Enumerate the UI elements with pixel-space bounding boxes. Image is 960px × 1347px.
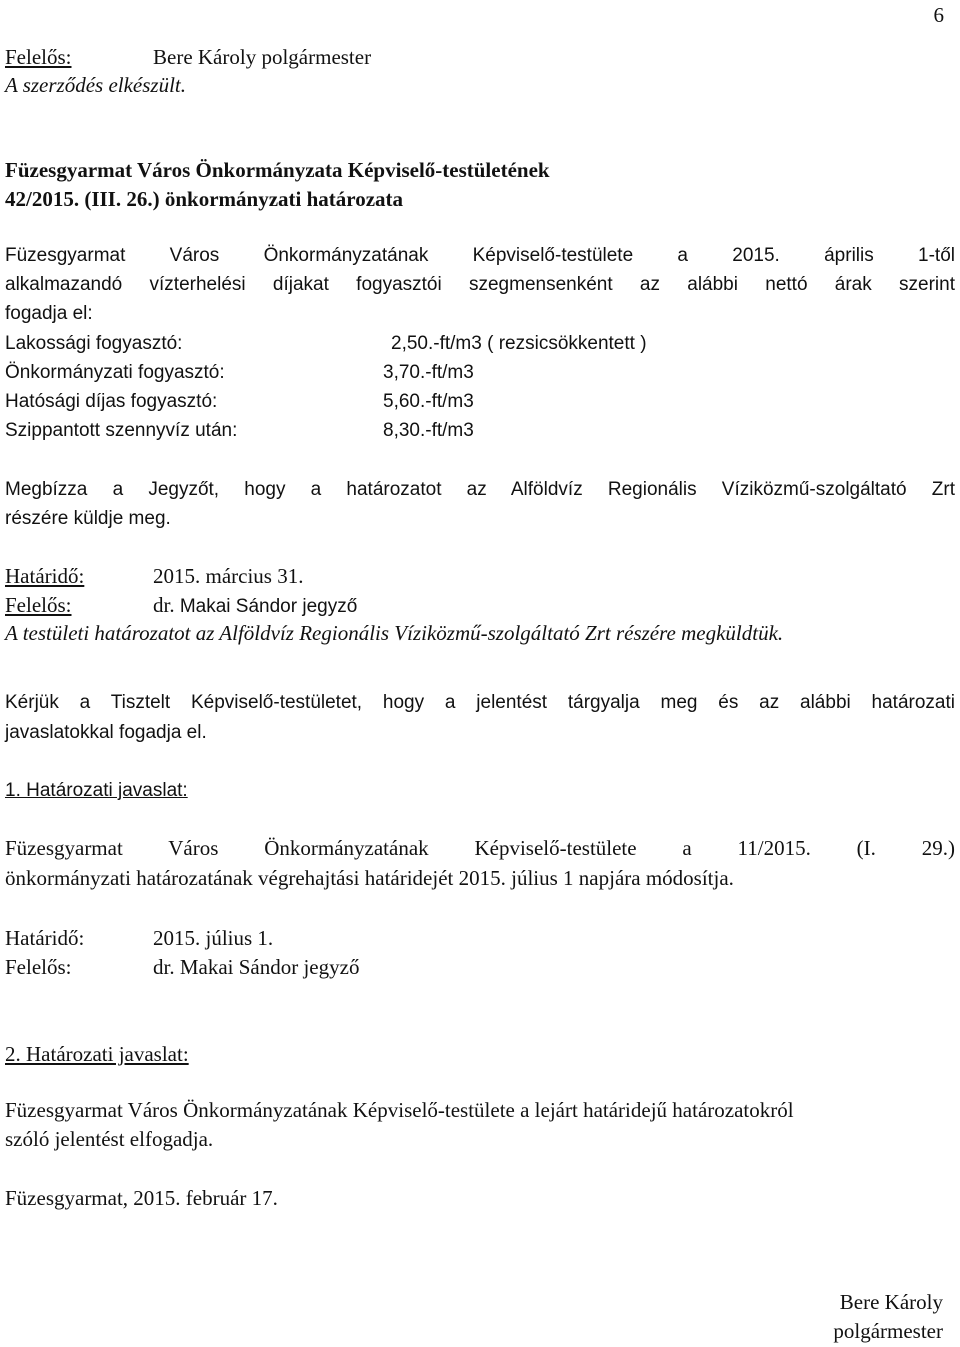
price-value: 5,60.-ft/m3 <box>383 391 474 412</box>
price-value: 3,70.-ft/m3 <box>383 362 474 383</box>
instruction-line: részére küldje meg. <box>5 508 171 529</box>
request-line: Kérjük a Tisztelt Képviselő-testületet, hogy a jelentést tárgyalja meg és az alábbi határozati <box>5 692 955 713</box>
price-label: Szippantott szennyvíz után: <box>5 420 238 441</box>
signature-name: Bere Károly <box>839 1290 943 1314</box>
price-value: 2,50.-ft/m3 ( rezsicsökkentett ) <box>391 333 647 354</box>
hatarido-value: 2015. március 31. <box>153 564 304 588</box>
felelos-label: Felelős: <box>5 955 72 979</box>
proposal-1-line: Füzesgyarmat Város Önkormányzatának Képviselő-testülete a 11/2015. (I. 29.) <box>5 836 955 860</box>
hatarido-label: Határidő: <box>5 564 85 588</box>
hatarido-value: 2015. július 1. <box>153 926 274 950</box>
resolution-body-line: Füzesgyarmat Város Önkormányzatának Képviselő-testülete a 2015. április 1-től <box>5 245 955 266</box>
top-felelos-row <box>5 44 371 70</box>
instruction-line: Megbízza a Jegyzőt, hogy a határozatot az Alföldvíz Regionális Víziközmű-szolgáltató Zrt <box>5 479 955 500</box>
price-row <box>5 418 474 444</box>
price-label: Lakossági fogyasztó: <box>5 333 183 354</box>
proposal-2-line: szóló jelentést elfogadja. <box>5 1127 214 1151</box>
proposal-1-hatarido-row <box>5 925 273 951</box>
felelos-value-prefix: dr. <box>153 593 175 617</box>
resolution-body-line: fogadja el: <box>5 303 93 324</box>
price-row <box>5 389 474 415</box>
proposal-1-line: önkormányzati határozatának végrehajtási határidejét 2015. július 1 napjára módosítja. <box>5 866 734 890</box>
price-value: 8,30.-ft/m3 <box>383 420 474 441</box>
hatarido-label: Határidő: <box>5 926 85 950</box>
price-row <box>5 360 474 386</box>
felelos-value: Makai Sándor jegyző <box>179 596 358 617</box>
request-line: javaslatokkal fogadja el. <box>5 722 207 743</box>
page-number: 6 <box>933 3 944 27</box>
resolution-number: 42/2015. (III. 26.) önkormányzati határozata <box>5 187 404 211</box>
signature-title: polgármester <box>833 1319 943 1343</box>
resolution-title: Füzesgyarmat Város Önkormányzata Képviselő-testületének <box>5 158 550 182</box>
price-label: Önkormányzati fogyasztó: <box>5 362 225 383</box>
resolution-body-line: alkalmazandó vízterhelési díjakat fogyasztói szegmensenként az alábbi nettó árak szerint <box>5 274 955 295</box>
felelos-value: Bere Károly polgármester <box>153 45 372 69</box>
proposal-2-heading: 2. Határozati javaslat: <box>5 1042 189 1066</box>
proposal-1-heading: 1. Határozati javaslat: <box>5 780 188 801</box>
place-date: Füzesgyarmat, 2015. február 17. <box>5 1186 278 1210</box>
felelos-label: Felelős: <box>5 45 72 69</box>
proposal-2-line: Füzesgyarmat Város Önkormányzatának Képviselő-testülete a lejárt határidejű határozatokról <box>5 1098 794 1122</box>
felelos-label: Felelős: <box>5 593 72 617</box>
price-label: Hatósági díjas fogyasztó: <box>5 391 218 412</box>
felelos-value: dr. Makai Sándor jegyző <box>153 955 360 979</box>
price-row <box>5 331 647 357</box>
resolution-status-note: A testületi határozatot az Alföldvíz Regionális Víziközmű-szolgáltató Zrt részére megküldtük. <box>5 621 784 645</box>
status-note: A szerződés elkészült. <box>5 73 187 97</box>
hatarido-row <box>5 563 303 589</box>
felelos-row <box>5 592 357 620</box>
proposal-1-felelos-row <box>5 954 359 980</box>
